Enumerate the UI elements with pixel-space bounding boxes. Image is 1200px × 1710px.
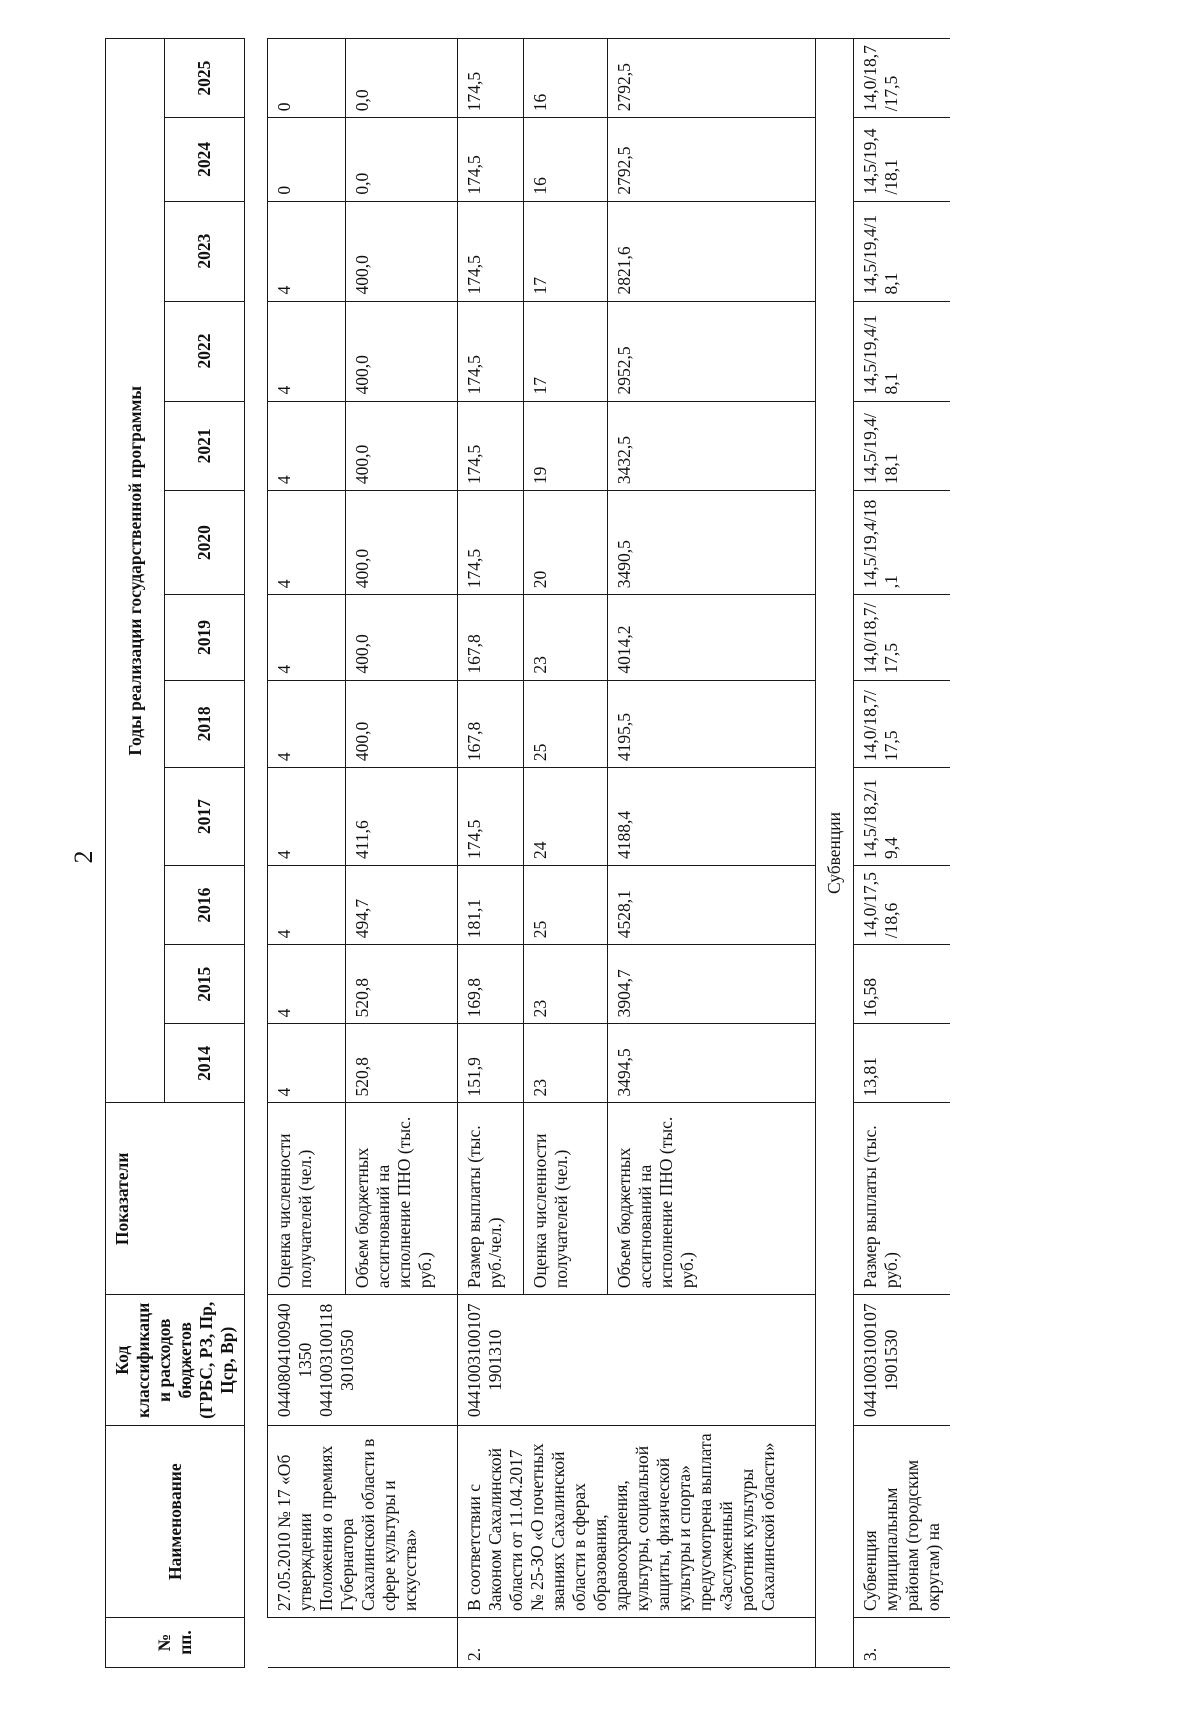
value-cell: 174,5 — [458, 301, 524, 401]
value-cell: 174,5 — [458, 201, 524, 301]
value-cell: 174,5 — [458, 401, 524, 491]
value-cell: 0 — [268, 118, 346, 201]
row-name: В соответствии с Законом Сахалинской области от 11.04.2017 № 25-ЗО «О почетных званиях Сахалинской области в сферах образования, здравоохранения, культуры, социальной защиты, физической культуры и спорта» предусмотрена выплата «Заслуженный работник культуры Сахалинской области» — [458, 1426, 816, 1618]
value-cell: 400,0 — [346, 491, 458, 595]
value-cell: 14,5/19,4/18,1 — [854, 301, 951, 401]
value-cell: 494,7 — [346, 866, 458, 945]
indicator-label: Размер выплаты (тыс. руб./чел.) — [458, 1103, 524, 1295]
value-cell: 14,5/18,2/19,4 — [854, 768, 951, 866]
value-cell: 400,0 — [346, 595, 458, 680]
value-cell: 19 — [524, 401, 608, 491]
value-cell: 14,5/19,4/18,1 — [854, 491, 951, 595]
header-year: 2021 — [165, 401, 245, 491]
value-cell: 0,0 — [346, 39, 458, 118]
value-cell: 174,5 — [458, 768, 524, 866]
section-row — [816, 39, 854, 1668]
value-cell: 174,5 — [458, 39, 524, 118]
value-cell: 4 — [268, 201, 346, 301]
value-cell: 174,5 — [458, 491, 524, 595]
value-cell: 3494,5 — [608, 1024, 816, 1103]
header-year: 2025 — [165, 39, 245, 118]
value-cell: 16,58 — [854, 945, 951, 1024]
value-cell: 2792,5 — [608, 39, 816, 118]
header-year: 2024 — [165, 118, 245, 201]
value-cell: 25 — [524, 680, 608, 767]
header-year: 2015 — [165, 945, 245, 1024]
data-table — [267, 38, 950, 1668]
value-cell: 520,8 — [346, 945, 458, 1024]
header-year: 2023 — [165, 201, 245, 301]
value-cell: 2952,5 — [608, 301, 816, 401]
value-cell: 169,8 — [458, 945, 524, 1024]
value-cell: 25 — [524, 866, 608, 945]
value-cell: 4 — [268, 680, 346, 767]
value-cell: 4188,4 — [608, 768, 816, 866]
value-cell: 4195,5 — [608, 680, 816, 767]
header-year: 2019 — [165, 595, 245, 680]
value-cell: 16 — [524, 118, 608, 201]
header-years-group: Годы реализации государственной программы — [106, 39, 165, 1104]
value-cell: 23 — [524, 1024, 608, 1103]
header-name: Наименование — [106, 1426, 245, 1618]
value-cell: 0 — [268, 39, 346, 118]
value-cell: 400,0 — [346, 301, 458, 401]
header-year: 2016 — [165, 866, 245, 945]
value-cell: 520,8 — [346, 1024, 458, 1103]
value-cell: 14,0/18,7/17,5 — [854, 680, 951, 767]
value-cell: 4 — [268, 1024, 346, 1103]
indicator-label: Объем бюджетных ассигнований на исполнение ПНО (тыс. руб.) — [346, 1103, 458, 1295]
value-cell: 4 — [268, 945, 346, 1024]
value-cell: 2792,5 — [608, 118, 816, 201]
value-cell: 24 — [524, 768, 608, 866]
value-cell: 4 — [268, 491, 346, 595]
value-cell: 151,9 — [458, 1024, 524, 1103]
value-cell: 16 — [524, 39, 608, 118]
row-number: 2. — [458, 1618, 816, 1668]
header-code: Код классификации расходов бюджетов (ГРБС, РЗ, Пр, Цср, Вр) — [106, 1295, 245, 1426]
value-cell: 14,5/19,4/18,1 — [854, 201, 951, 301]
value-cell: 400,0 — [346, 680, 458, 767]
value-cell: 4 — [268, 768, 346, 866]
row-number: 3. — [854, 1618, 951, 1668]
value-cell: 3490,5 — [608, 491, 816, 595]
value-cell: 4 — [268, 866, 346, 945]
value-cell: 4 — [268, 301, 346, 401]
indicator-label: Размер выплаты (тыс. руб.) — [854, 1103, 951, 1295]
value-cell: 3904,7 — [608, 945, 816, 1024]
value-cell: 14,0/18,7/17,5 — [854, 595, 951, 680]
header-year: 2022 — [165, 301, 245, 401]
row-code: 04410031001071901530 — [854, 1295, 951, 1426]
value-cell: 17 — [524, 201, 608, 301]
header-no: № пп. — [106, 1618, 245, 1668]
header-year: 2020 — [165, 491, 245, 595]
header-table — [105, 38, 245, 1668]
header-year: 2017 — [165, 768, 245, 866]
indicator-label: Объем бюджетных ассигнований на исполнение ПНО (тыс. руб.) — [608, 1103, 816, 1295]
value-cell: 0,0 — [346, 118, 458, 201]
value-cell: 13,81 — [854, 1024, 951, 1103]
value-cell: 23 — [524, 595, 608, 680]
value-cell: 4014,2 — [608, 595, 816, 680]
value-cell: 167,8 — [458, 595, 524, 680]
table-row — [854, 39, 951, 1668]
header-year: 2014 — [165, 1024, 245, 1103]
value-cell: 4528,1 — [608, 866, 816, 945]
value-cell: 14,0/18,7/17,5 — [854, 39, 951, 118]
value-cell: 181,1 — [458, 866, 524, 945]
table-row — [458, 39, 524, 1668]
value-cell: 14,5/19,4/18,1 — [854, 118, 951, 201]
row-number — [268, 1618, 458, 1668]
value-cell: 17 — [524, 301, 608, 401]
value-cell: 174,5 — [458, 118, 524, 201]
value-cell: 400,0 — [346, 201, 458, 301]
value-cell: 400,0 — [346, 401, 458, 491]
row-code: 04408041009401350 04410031001183010350 — [268, 1295, 458, 1426]
value-cell: 4 — [268, 595, 346, 680]
value-cell: 14,0/17,5/18,6 — [854, 866, 951, 945]
indicator-label: Оценка численности получателей (чел.) — [524, 1103, 608, 1295]
value-cell: 2821,6 — [608, 201, 816, 301]
value-cell: 20 — [524, 491, 608, 595]
row-code: 04410031001071901310 — [458, 1295, 816, 1426]
page-number: 2 — [69, 850, 98, 864]
value-cell: 167,8 — [458, 680, 524, 767]
value-cell: 14,5/19,4/18,1 — [854, 401, 951, 491]
header-year: 2018 — [165, 680, 245, 767]
section-title: Субвенции — [816, 39, 854, 1668]
indicator-label: Оценка численности получателей (чел.) — [268, 1103, 346, 1295]
value-cell: 4 — [268, 401, 346, 491]
value-cell: 23 — [524, 945, 608, 1024]
row-name: Субвенция муниципальным районам (городским округам) на — [854, 1426, 951, 1618]
value-cell: 3432,5 — [608, 401, 816, 491]
header-indicators: Показатели — [106, 1103, 245, 1295]
rotated-page-content — [105, 28, 1035, 1668]
value-cell: 411,6 — [346, 768, 458, 866]
row-name: 27.05.2010 № 17 «Об утверждении Положения о премиях Губернатора Сахалинской области в сфере культуры и искусства» — [268, 1426, 458, 1618]
table-row — [268, 39, 346, 1668]
